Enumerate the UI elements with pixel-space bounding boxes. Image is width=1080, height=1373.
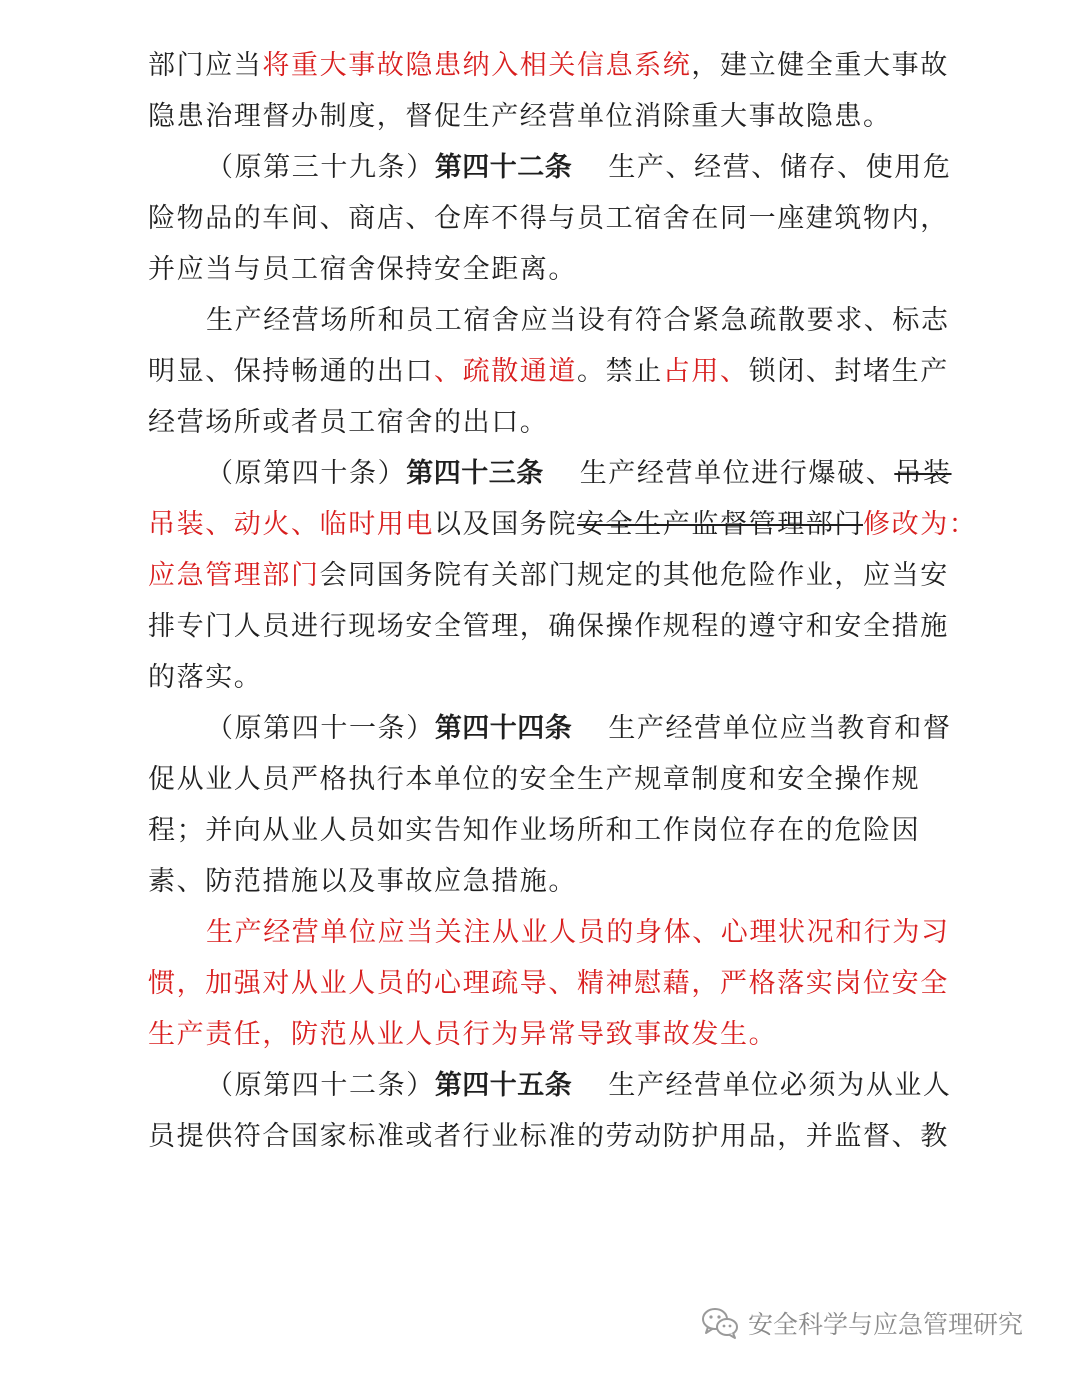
amended-text: 、疏散通道 [434, 356, 577, 387]
text-line [148, 244, 948, 295]
amended-text: 占用、 [662, 356, 749, 387]
amended-text: 修改为： [863, 509, 978, 540]
text-segment: （原第三十九条） [206, 152, 435, 183]
text-segment: 经营场所或者员工宿舍的出口。 [148, 407, 549, 438]
text-line [148, 805, 948, 856]
article-number: 第四十五条 [434, 1070, 573, 1101]
text-segment: 生产经营单位进行爆破、 [579, 458, 895, 489]
wechat-icon [700, 1305, 740, 1341]
text-segment: （原第四十一条） [206, 713, 435, 744]
text-line [148, 346, 948, 397]
text-segment: 并应当与员工宿舍保持安全距离。 [148, 254, 577, 285]
text-line [148, 295, 948, 346]
amended-text: 惯，加强对从业人员的心理疏导、精神慰藉，严格落实岗位安全 [148, 968, 949, 999]
text-line [148, 652, 948, 703]
watermark-text: 安全科学与应急管理研究 [748, 1310, 1024, 1339]
text-segment: 险物品的车间、商店、仓库不得与员工宿舍在同一座建筑物内， [148, 203, 949, 234]
document-body [148, 40, 978, 1162]
text-line [148, 601, 948, 652]
text-line [148, 754, 948, 805]
article-number: 第四十二条 [434, 152, 573, 183]
text-segment: 以及国务院 [434, 509, 577, 540]
deleted-text: 吊装 [894, 458, 952, 489]
watermark [700, 1303, 1023, 1343]
text-line [148, 142, 952, 193]
text-segment: 的落实。 [148, 662, 263, 693]
text-segment: ，建立健全重大事故 [691, 50, 949, 81]
text-segment: 生产、经营、储存、使用危 [608, 152, 952, 183]
text-segment: 素、防范措施以及事故应急措施。 [148, 866, 577, 897]
text-line [148, 1009, 948, 1060]
text-segment: 锁闭、封堵生产 [748, 356, 949, 387]
text-segment: 程；并向从业人员如实告知作业场所和工作岗位存在的危险因 [148, 815, 921, 846]
text-line [148, 550, 948, 601]
text-segment: 部门应当 [148, 50, 263, 81]
text-segment: 明显、保持畅通的出口 [148, 356, 434, 387]
text-line [148, 499, 978, 550]
text-segment: 生产经营单位应当教育和督 [608, 713, 952, 744]
text-line [148, 958, 948, 1009]
text-segment: 员提供符合国家标准或者行业标准的劳动防护用品，并监督、教 [148, 1121, 949, 1152]
text-segment: 生产经营场所和员工宿舍应当设有符合紧急疏散要求、标志 [206, 305, 950, 336]
text-segment: （原第四十二条） [206, 1070, 435, 1101]
text-line [148, 448, 952, 499]
text-line [148, 40, 948, 91]
deleted-text: 安全生产监督管理部门 [577, 509, 863, 540]
text-segment: 生产经营单位必须为从业人 [608, 1070, 952, 1101]
text-line [148, 193, 948, 244]
article-number: 第四十四条 [434, 713, 573, 744]
text-line [148, 1111, 948, 1162]
text-line [148, 91, 948, 142]
article-number: 第四十三条 [406, 458, 544, 489]
text-line [148, 907, 948, 958]
amended-text: 吊装、动火、临时用电 [148, 509, 434, 540]
amended-text: 应急管理部门 [148, 560, 320, 591]
amended-text: 生产经营单位应当关注从业人员的身体、心理状况和行为习 [206, 917, 950, 948]
text-segment: 促从业人员严格执行本单位的安全生产规章制度和安全操作规 [148, 764, 921, 795]
text-segment: 会同国务院有关部门规定的其他危险作业，应当安 [319, 560, 949, 591]
amended-text: 将重大事故隐患纳入相关信息系统 [262, 50, 692, 81]
amended-text: 生产责任，防范从业人员行为异常导致事故发生。 [148, 1019, 778, 1050]
text-segment: 排专门人员进行现场安全管理，确保操作规程的遵守和安全措施 [148, 611, 949, 642]
text-segment: 隐患治理督办制度，督促生产经营单位消除重大事故隐患。 [148, 101, 892, 132]
text-line [148, 1060, 952, 1111]
text-line [148, 397, 948, 448]
text-line [148, 856, 948, 907]
text-segment: 。禁止 [577, 356, 663, 387]
text-segment: （原第四十条） [206, 458, 407, 489]
text-line [148, 703, 952, 754]
